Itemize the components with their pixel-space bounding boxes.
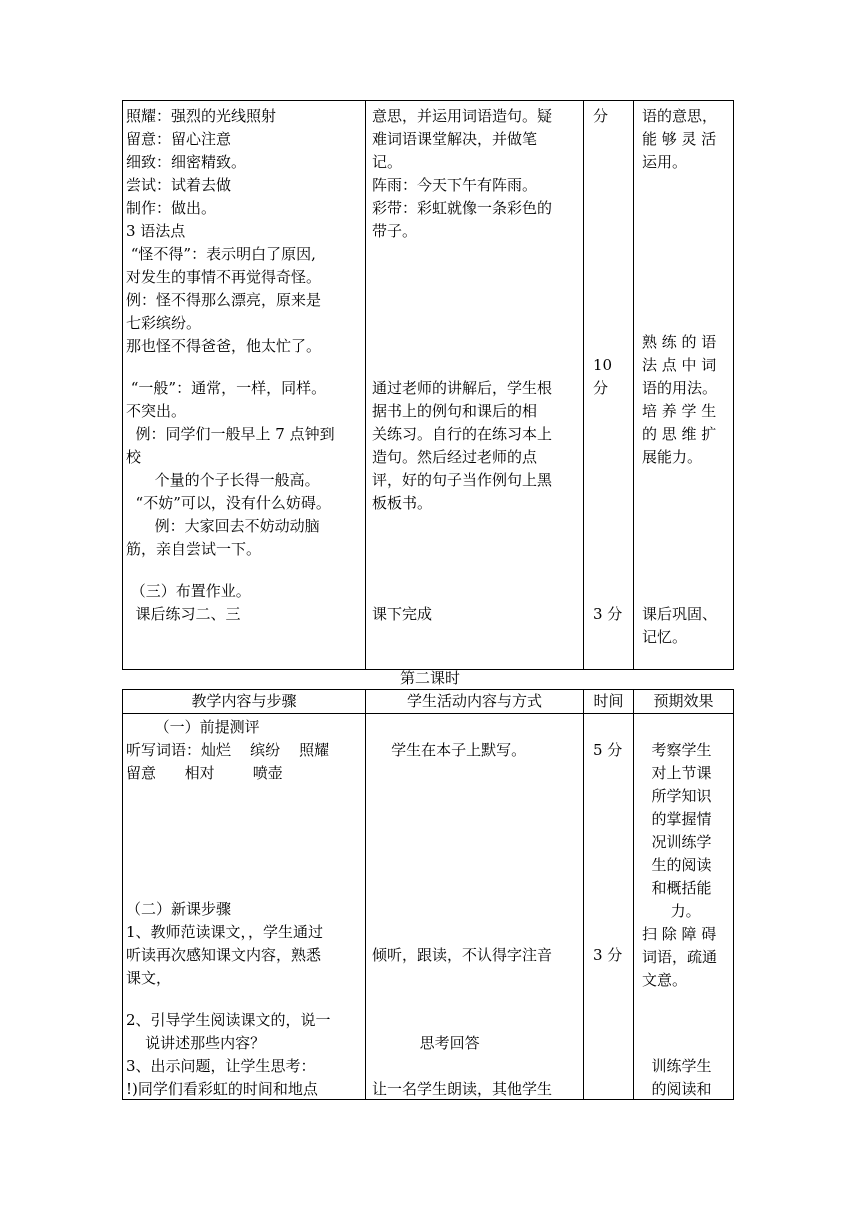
text-line: 10 [593, 356, 613, 374]
text-line: 不突出。 [126, 402, 187, 420]
text-line: 那也怪不得爸爸，他太忙了。 [126, 337, 322, 355]
time-cell [584, 101, 634, 670]
text-line: 例：大家回去不妨动动脑 [126, 517, 320, 535]
text-line: 3 分 [593, 605, 623, 623]
text-line: （二）新课步骤 [126, 900, 232, 918]
text-line: 语的用法。 [642, 379, 718, 397]
text-line: 分 [593, 379, 609, 397]
text-line: 板板书。 [372, 494, 433, 512]
table-row [123, 101, 734, 670]
text-line: 彩带：彩虹就像一条彩色的 [372, 199, 553, 217]
text-line: 让一名学生朗读，其他学生 [372, 1080, 553, 1098]
text-line: 倾听，跟读，不认得字注音 [372, 946, 553, 964]
text-line: 运用。 [642, 153, 688, 171]
text-line: 训练学生 [642, 1057, 712, 1075]
text-line: 3、出示问题，让学生思考： [126, 1057, 316, 1075]
text-line: 通过老师的讲解后，学生根 [372, 379, 553, 397]
text-line: （一）前提测评 [126, 718, 260, 736]
header-expected-effect: 预期效果 [634, 690, 734, 714]
text-line: 听写词语：灿烂 缤纷 照耀 [126, 741, 330, 759]
section-caption: 第二课时 [399, 669, 460, 687]
text-line: 例：怪不得那么漂亮，原来是 [126, 291, 322, 309]
text-line: 照耀：强烈的光线照射 [126, 107, 277, 125]
text-line: 熟 练 的 语 [642, 333, 717, 351]
text-line: 和概括能 [642, 879, 712, 897]
text-line: 留意 相对 喷壶 [126, 764, 283, 782]
text-line: 记。 [372, 153, 403, 171]
text-line: 对发生的事情不再觉得奇怪。 [126, 268, 322, 286]
text-line: 课后练习二、三 [126, 605, 241, 623]
text-line: “怪不得”：表示明白了原因, [126, 245, 316, 263]
text-line: 力。 [642, 902, 701, 920]
text-line: 思考回答 [372, 1034, 480, 1052]
text-line: “不妨”可以，没有什么妨碍。 [126, 494, 331, 512]
text-line: 课文， [126, 969, 172, 987]
text-line: 生的阅读 [642, 856, 712, 874]
header-content-steps: 教学内容与步骤 [123, 690, 366, 714]
text-line: 难词语课堂解决，并做笔 [372, 130, 538, 148]
header-time: 时间 [584, 690, 634, 714]
text-line: 所学知识 [642, 787, 712, 805]
content-steps-cell [123, 714, 366, 1100]
text-line: 关练习。自行的在练习本上 [372, 425, 553, 443]
text-line: 听读再次感知课文内容，熟悉 [126, 946, 322, 964]
text-line: 词语，疏通 [642, 948, 718, 966]
content-steps-cell [123, 101, 366, 670]
text-line: 带子。 [372, 222, 418, 240]
text-line: 的阅读和 [642, 1080, 712, 1098]
text-line: 阵雨：今天下午有阵雨。 [372, 176, 538, 194]
text-line: 据书上的例句和课后的相 [372, 402, 538, 420]
text-line: 校 [126, 448, 142, 466]
text-line: 意思，并运用词语造句。疑 [372, 107, 553, 125]
text-line: 说讲述那些内容？ [126, 1034, 266, 1052]
text-line: 筋，亲自尝试一下。 [126, 540, 262, 558]
text-line: 留意：留心注意 [126, 130, 232, 148]
text-line: 法 点 中 词 [642, 356, 717, 374]
text-line: 展能力。 [642, 448, 703, 466]
text-line: 3 分 [593, 946, 623, 964]
text-line: 制作：做出。 [126, 199, 217, 217]
text-line: 2、引导学生阅读课文的，说一 [126, 1011, 331, 1029]
text-line: 七彩缤纷。 [126, 314, 202, 332]
text-line: 个量的个子长得一般高。 [126, 471, 320, 489]
text-line: 能 够 灵 活 [642, 130, 717, 148]
text-line: 的掌握情 [642, 810, 712, 828]
text-line: 分 [593, 107, 609, 125]
text-line: 1、教师范读课文，，学生通过 [126, 923, 324, 941]
text-line: “一般”：通常，一样，同样。 [126, 379, 327, 397]
text-line: 课后巩固、 [642, 605, 718, 623]
expected-effect-cell [634, 714, 734, 1100]
text-line: 例：同学们一般早上 7 点钟到 [126, 425, 335, 443]
time-cell [584, 714, 634, 1100]
text-line: 文意。 [642, 971, 688, 989]
lesson-table-part1 [122, 100, 734, 670]
text-line: 况训练学 [642, 833, 712, 851]
text-line: 扫 除 障 碍 [642, 925, 717, 943]
text-line: !)同学们看彩虹的时间和地点 [126, 1080, 318, 1098]
text-line: 学生在本子上默写。 [372, 741, 527, 759]
text-line: 课下完成 [372, 605, 433, 623]
text-line: 培 养 学 生 [642, 402, 717, 420]
text-line: 5 分 [593, 741, 623, 759]
expected-effect-cell [634, 101, 734, 670]
header-student-activity: 学生活动内容与方式 [366, 690, 584, 714]
student-activity-cell [366, 714, 584, 1100]
text-line: 评，好的句子当作例句上黑 [372, 471, 553, 489]
text-line: 考察学生 [642, 741, 712, 759]
text-line: 尝试：试着去做 [126, 176, 232, 194]
text-line: 3 语法点 [126, 222, 186, 240]
text-line: 对上节课 [642, 764, 712, 782]
text-line: 语的意思， [642, 107, 718, 125]
table-header-row [123, 690, 734, 714]
student-activity-cell [366, 101, 584, 670]
text-line: 细致：细密精致。 [126, 153, 247, 171]
table-row [123, 714, 734, 1100]
text-line: （三）布置作业。 [126, 582, 251, 600]
text-line: 的 思 维 扩 [642, 425, 717, 443]
text-line: 造句。然后经过老师的点 [372, 448, 538, 466]
text-line: 记忆。 [642, 628, 688, 646]
lesson-table-part2 [122, 689, 734, 1100]
